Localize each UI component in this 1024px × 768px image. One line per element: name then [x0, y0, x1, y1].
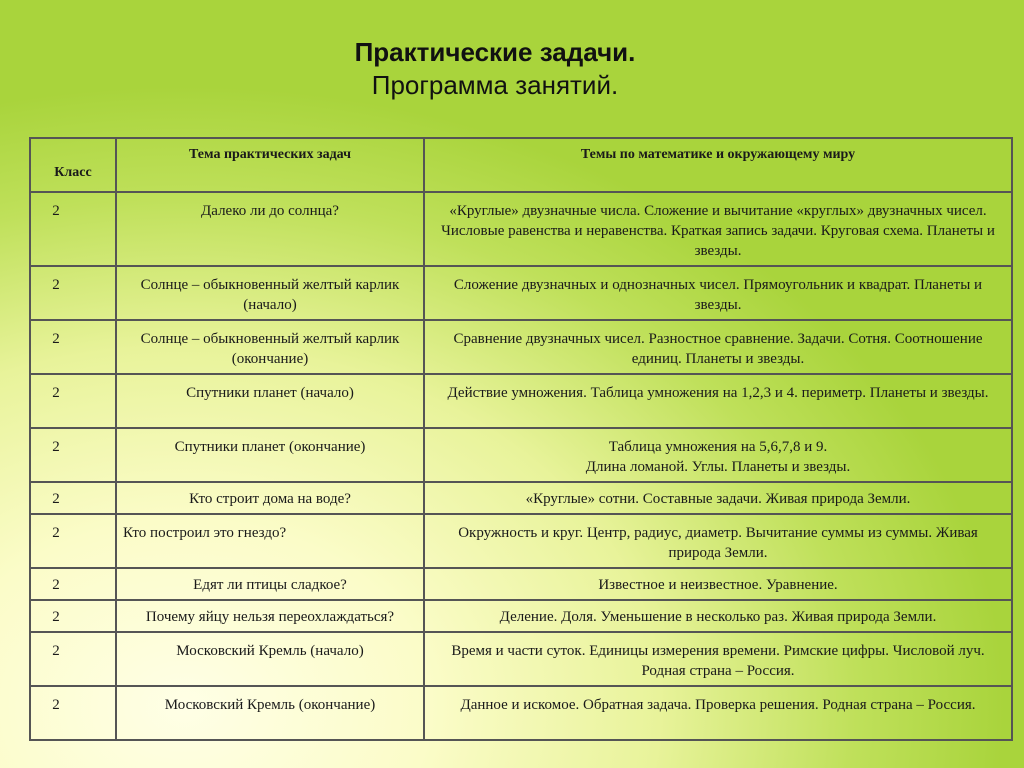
cell-subjects: Действие умножения. Таблица умножения на 1,2,3 и 4. периметр. Планеты и звезды. — [424, 374, 1012, 428]
table-row — [30, 428, 1012, 482]
title-heading: Практические задачи. — [354, 37, 636, 67]
title-subheading: Программа занятий. — [371, 70, 619, 100]
cell-grade: 2 — [30, 632, 116, 686]
cell-topic: Московский Кремль (начало) — [116, 632, 424, 686]
cell-grade: 2 — [30, 600, 116, 632]
table-row — [30, 482, 1012, 514]
table-row — [30, 632, 1012, 686]
cell-topic: Почему яйцу нельзя переохлаждаться? — [116, 600, 424, 632]
subjects-line: Длина ломаной. Углы. Планеты и звезды. — [585, 459, 851, 475]
cell-topic: Далеко ли до солнца? — [116, 192, 424, 266]
table-row — [30, 320, 1012, 374]
cell-topic: Солнце – обыкновенный желтый карлик (окончание) — [116, 320, 424, 374]
cell-subjects: «Круглые» двузначные числа. Сложение и вычитание «круглых» двузначных чисел. Числовые равенства и неравенства. Краткая запись задачи. Круговая схема. Планеты и звезды. — [424, 192, 1012, 266]
table-row — [30, 514, 1012, 568]
cell-subjects: Окружность и круг. Центр, радиус, диаметр. Вычитание суммы из суммы. Живая природа Земли. — [424, 514, 1012, 568]
cell-grade: 2 — [30, 428, 116, 482]
table-header-row — [30, 138, 1012, 192]
cell-grade: 2 — [30, 482, 116, 514]
cell-subjects: Данное и искомое. Обратная задача. Проверка решения. Родная страна – Россия. — [424, 686, 1012, 740]
cell-subjects: «Круглые» сотни. Составные задачи. Живая природа Земли. — [424, 482, 1012, 514]
cell-subjects: Известное и неизвестное. Уравнение. — [424, 568, 1012, 600]
cell-grade: 2 — [30, 374, 116, 428]
cell-topic: Кто строит дома на воде? — [116, 482, 424, 514]
cell-grade: 2 — [30, 514, 116, 568]
cell-subjects: Деление. Доля. Уменьшение в несколько раз. Живая природа Земли. — [424, 600, 1012, 632]
cell-subjects: Сравнение двузначных чисел. Разностное сравнение. Задачи. Сотня. Соотношение единиц. Планеты и звезды. — [424, 320, 1012, 374]
table-row — [30, 686, 1012, 740]
cell-grade: 2 — [30, 568, 116, 600]
subjects-line: Таблица умножения на 5,6,7,8 и 9. — [608, 439, 828, 455]
header-topic: Тема практических задач — [116, 138, 424, 192]
cell-subjects — [424, 428, 1012, 482]
table-row — [30, 374, 1012, 428]
cell-topic: Спутники планет (начало) — [116, 374, 424, 428]
cell-grade: 2 — [30, 686, 116, 740]
cell-grade: 2 — [30, 320, 116, 374]
table-row — [30, 192, 1012, 266]
program-table — [29, 137, 1013, 741]
header-subjects: Темы по математике и окружающему миру — [424, 138, 1012, 192]
table-row — [30, 600, 1012, 632]
cell-grade: 2 — [30, 192, 116, 266]
cell-topic: Солнце – обыкновенный желтый карлик (начало) — [116, 266, 424, 320]
table-row — [30, 568, 1012, 600]
table-row — [30, 266, 1012, 320]
cell-topic: Едят ли птицы сладкое? — [116, 568, 424, 600]
cell-topic: Спутники планет (окончание) — [116, 428, 424, 482]
cell-subjects: Сложение двузначных и однозначных чисел. Прямоугольник и квадрат. Планеты и звезды. — [424, 266, 1012, 320]
cell-grade: 2 — [30, 266, 116, 320]
cell-topic: Кто построил это гнездо? — [116, 514, 424, 568]
cell-subjects: Время и части суток. Единицы измерения времени. Римские цифры. Числовой луч. Родная страна – Россия. — [424, 632, 1012, 686]
slide-title — [0, 36, 990, 102]
header-grade: Класс — [30, 138, 116, 192]
cell-topic: Московский Кремль (окончание) — [116, 686, 424, 740]
